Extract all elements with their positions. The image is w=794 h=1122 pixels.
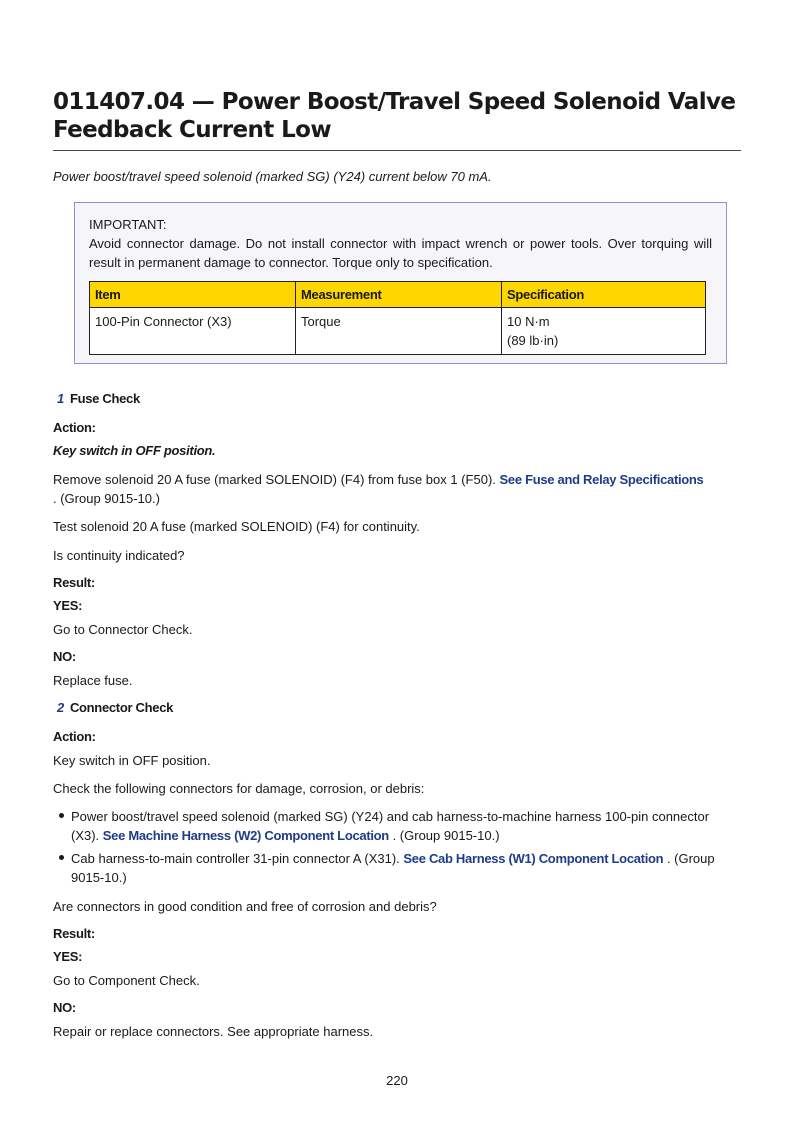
bullet-text: Cab harness-to-main controller 31-pin connector A (X31). bbox=[71, 851, 400, 866]
column-header-item: Item bbox=[90, 282, 296, 308]
check-connectors-text: Check the following connectors for damage, corrosion, or debris: bbox=[53, 781, 425, 796]
step-title: Connector Check bbox=[69, 700, 174, 715]
important-heading: IMPORTANT: bbox=[89, 217, 167, 232]
continuity-question: Is continuity indicated? bbox=[53, 548, 185, 563]
group-reference: . (Group 9015-10.) bbox=[71, 851, 715, 885]
remove-fuse-paragraph bbox=[53, 470, 743, 508]
cell-item: 100-Pin Connector (X3) bbox=[90, 308, 296, 355]
result-label: Result: bbox=[53, 575, 95, 590]
group-reference: . (Group 9015-10.) bbox=[392, 828, 500, 843]
step-heading-fuse-check bbox=[53, 391, 140, 406]
column-header-measurement: Measurement bbox=[296, 282, 502, 308]
step-number: 1 bbox=[57, 391, 64, 406]
action-instruction: Key switch in OFF position. bbox=[53, 443, 216, 458]
step-title: Fuse Check bbox=[69, 391, 140, 406]
yes-label: YES: bbox=[53, 598, 83, 613]
no-text: Repair or replace connectors. See appropriate harness. bbox=[53, 1024, 374, 1039]
yes-label: YES: bbox=[53, 949, 83, 964]
action-label: Action: bbox=[53, 729, 96, 744]
bullet-icon bbox=[59, 855, 64, 860]
machine-harness-link[interactable]: See Machine Harness (W2) Component Location bbox=[102, 828, 389, 843]
important-text: Avoid connector damage. Do not install connector with impact wrench or power tools. Over torquing will result in permanent damage to connector. Torque only to specification. bbox=[89, 236, 712, 270]
list-item bbox=[53, 807, 733, 845]
page-number: 220 bbox=[386, 1073, 408, 1088]
step-heading-connector-check bbox=[53, 700, 173, 715]
connector-list bbox=[53, 807, 733, 891]
bullet-icon bbox=[59, 813, 64, 818]
yes-text: Go to Connector Check. bbox=[53, 622, 193, 637]
list-item bbox=[53, 849, 733, 887]
spec-imperial: (89 lb·in) bbox=[507, 333, 559, 348]
table-row bbox=[90, 308, 706, 355]
page-title: 011407.04 — Power Boost/Travel Speed Solenoid Valve Feedback Current Low bbox=[53, 88, 741, 151]
torque-spec-table bbox=[89, 281, 706, 355]
important-notice-box bbox=[74, 202, 727, 364]
column-header-specification: Specification bbox=[502, 282, 706, 308]
action-label: Action: bbox=[53, 420, 96, 435]
result-label: Result: bbox=[53, 926, 95, 941]
no-label: NO: bbox=[53, 1000, 76, 1015]
test-fuse-text: Test solenoid 20 A fuse (marked SOLENOID) (F4) for continuity. bbox=[53, 519, 420, 534]
spec-metric: 10 N·m bbox=[507, 314, 550, 329]
table-header-row bbox=[90, 282, 706, 308]
remove-fuse-text: Remove solenoid 20 A fuse (marked SOLENOID) (F4) from fuse box 1 (F50). bbox=[53, 472, 496, 487]
bullet-text: Power boost/travel speed solenoid (marked SG) (Y24) and cab harness-to-machine harness 100-pin connector (X3). bbox=[71, 809, 710, 843]
no-text: Replace fuse. bbox=[53, 673, 133, 688]
fault-description: Power boost/travel speed solenoid (marked SG) (Y24) current below 70 mA. bbox=[53, 169, 492, 184]
group-reference: . (Group 9015-10.) bbox=[53, 491, 160, 506]
cab-harness-link[interactable]: See Cab Harness (W1) Component Location bbox=[403, 851, 664, 866]
fuse-relay-spec-link[interactable]: See Fuse and Relay Specifications bbox=[499, 472, 704, 487]
cell-specification bbox=[502, 308, 706, 355]
connector-question: Are connectors in good condition and free of corrosion and debris? bbox=[53, 899, 437, 914]
action-instruction: Key switch in OFF position. bbox=[53, 753, 211, 768]
yes-text: Go to Component Check. bbox=[53, 973, 200, 988]
no-label: NO: bbox=[53, 649, 76, 664]
cell-measurement: Torque bbox=[296, 308, 502, 355]
step-number: 2 bbox=[57, 700, 64, 715]
